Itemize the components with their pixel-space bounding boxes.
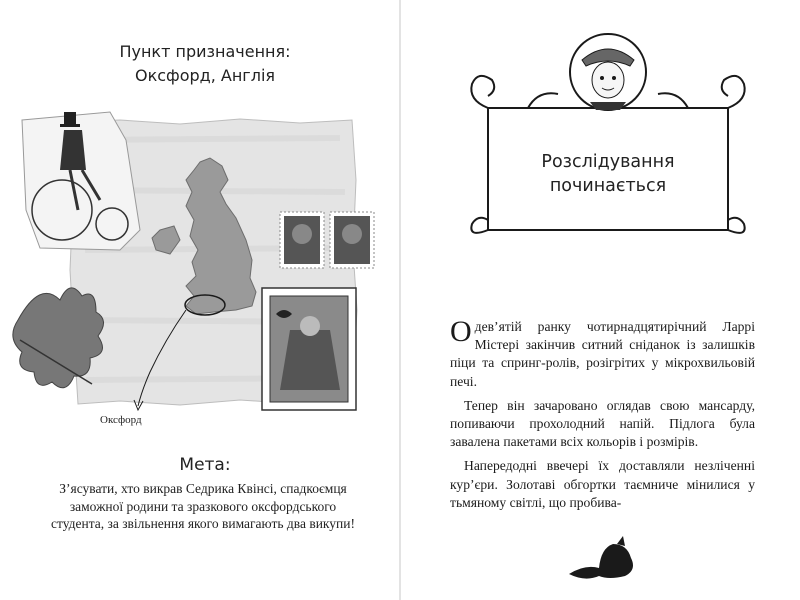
paragraph-1-text: дев’ятій ранку чотирнадцятирічний Ларрі Містері закінчив ситний сніданок із залишків піци та спринг-ролів, розігрітих у мікрохвильовій печі.: [450, 319, 755, 389]
playing-card-icon: [262, 288, 356, 410]
goal-heading: Мета:: [179, 455, 231, 475]
chapter-title-line-2: починається: [549, 176, 667, 196]
goal-text: З’ясувати, хто викрав Седрика Квінсі, спадкоємця заможної родини та зразкового оксфордського студента, за звільнення якого вимагають два викупи!: [51, 481, 355, 531]
chapter-title-line-1: Розслідування: [541, 152, 675, 172]
paragraph-3: Напередодні ввечері їх доставляли незліченні кур’єри. Золотаві обгортки таємниче мінилися у тьмяному світлі, що пробива-: [450, 458, 755, 510]
paragraph-1: [450, 315, 755, 391]
paragraph-2: Тепер він зачаровано оглядав свою мансарду, попиваючи прохолодний напій. Підлога була завалена пакетами всіх кольорів і розмірів.: [450, 397, 755, 450]
destination-line-1: Пункт призначення:: [119, 42, 291, 61]
map-label-oxford: Оксфорд: [100, 414, 142, 426]
chapter-body: [450, 315, 755, 518]
destination-heading: [100, 40, 310, 88]
drop-cap: О: [450, 315, 472, 348]
page-number: 7: [597, 543, 603, 557]
bicycle-illustration: [22, 112, 140, 250]
deerstalker-hat-icon: [565, 530, 645, 590]
right-page: [400, 0, 800, 600]
destination-line-2: Оксфорд, Англія: [134, 66, 276, 85]
chapter-title: [498, 150, 718, 198]
detective-portrait: [570, 34, 646, 110]
collage-illustration: [0, 100, 400, 440]
chapter-frame: [458, 30, 758, 240]
